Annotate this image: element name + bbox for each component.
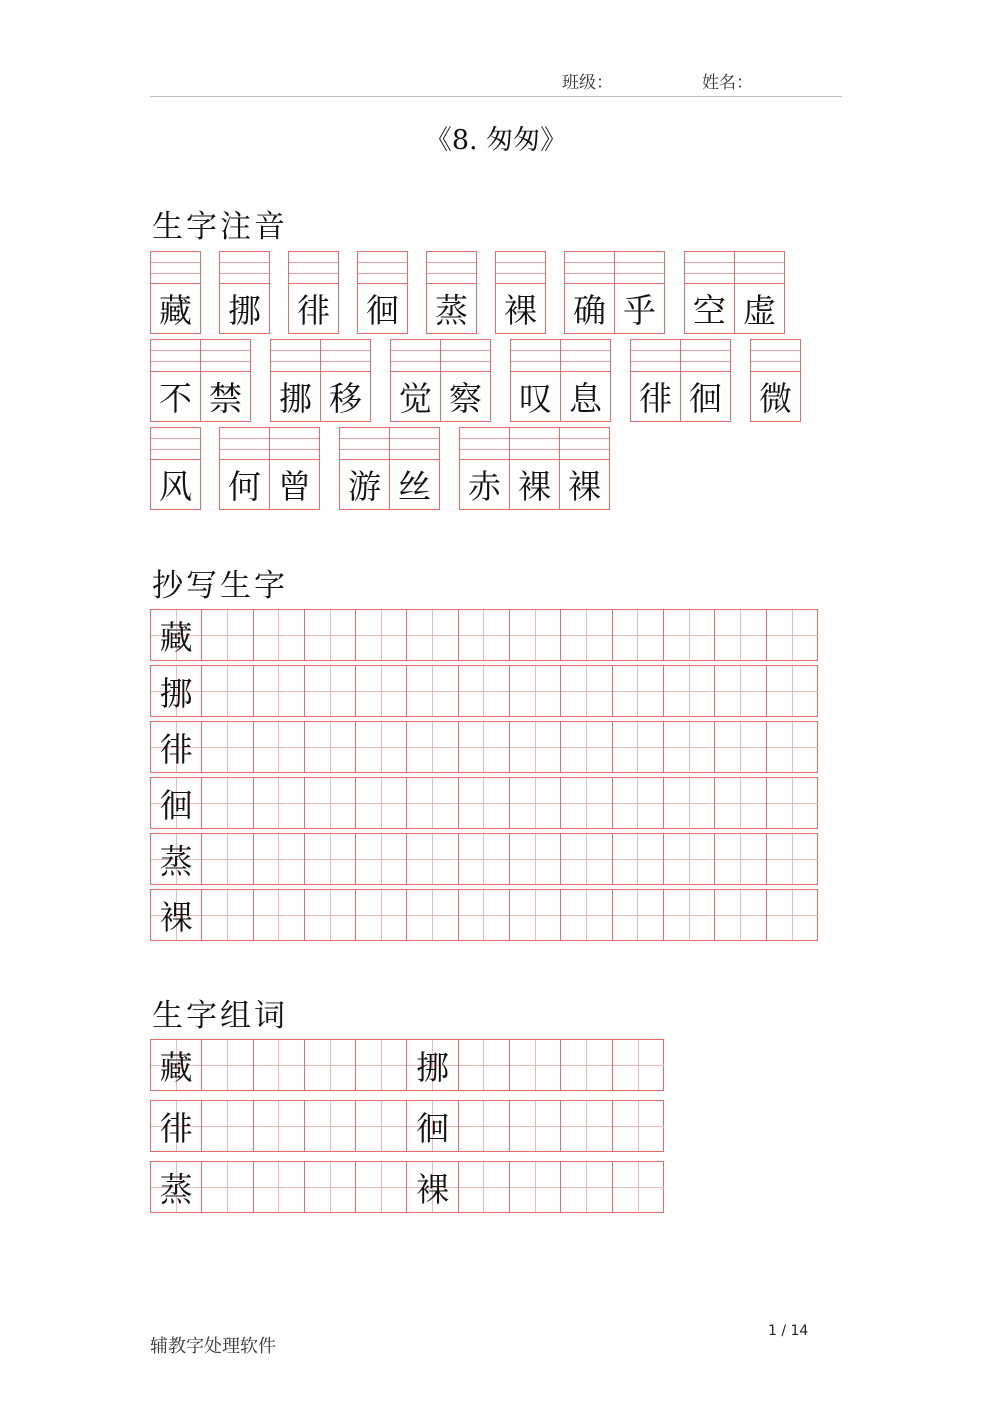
char-box (564, 251, 615, 334)
char-box (200, 339, 251, 422)
pinyin-word (219, 251, 269, 334)
pinyin-lines (340, 428, 389, 460)
practice-cell (356, 778, 407, 828)
pinyin-word (564, 251, 664, 334)
pinyin-lines (681, 340, 730, 372)
practice-cell (254, 1162, 305, 1212)
char-box (219, 427, 270, 510)
hanzi: 移 (329, 379, 362, 418)
char-box (270, 339, 321, 422)
model-char-cell (151, 834, 202, 884)
char-box (339, 427, 390, 510)
pinyin-lines (390, 428, 439, 460)
char-box (150, 427, 201, 510)
practice-cell (356, 1162, 407, 1212)
pinyin-lines (270, 428, 319, 460)
section-title-words: 生字组词 (152, 998, 288, 1034)
practice-cell (561, 1101, 612, 1151)
hanzi: 空 (693, 291, 726, 330)
hanzi: 挪 (416, 1047, 450, 1087)
pinyin-word (357, 251, 407, 334)
hanzi: 游 (348, 467, 381, 506)
hanzi: 虚 (743, 291, 776, 330)
practice-cell (254, 610, 305, 660)
hanzi: 徘 (639, 379, 672, 418)
char-box (509, 427, 560, 510)
model-char-cell (151, 778, 202, 828)
pinyin-lines (441, 340, 490, 372)
char-box (495, 251, 546, 334)
hanzi: 蒸 (159, 841, 193, 881)
pinyin-word (426, 251, 476, 334)
pinyin-lines (631, 340, 680, 372)
hanzi: 何 (228, 467, 261, 506)
char-box (684, 251, 735, 334)
hanzi: 裸 (416, 1169, 450, 1209)
practice-cell (202, 834, 253, 884)
model-char-cell (151, 1101, 202, 1151)
practice-cell (202, 610, 253, 660)
hanzi: 蒸 (435, 291, 468, 330)
practice-cell (561, 834, 612, 884)
practice-cell (254, 666, 305, 716)
char-box (510, 339, 561, 422)
pinyin-lines (151, 340, 200, 372)
copy-row (150, 609, 818, 661)
hanzi: 藏 (159, 291, 192, 330)
char-box (559, 427, 610, 510)
hanzi: 藏 (159, 1047, 193, 1087)
practice-cell (305, 610, 356, 660)
pinyin-lines (561, 340, 610, 372)
section-title-copy: 抄写生字 (152, 568, 288, 604)
hanzi: 藏 (159, 617, 193, 657)
pinyin-word (390, 339, 490, 422)
practice-cell (202, 778, 253, 828)
copy-row (150, 833, 818, 885)
practice-cell (202, 722, 253, 772)
practice-cell (715, 890, 766, 940)
footer-software: 辅教字处理软件 (150, 1336, 276, 1357)
char-box (288, 251, 339, 334)
practice-cell (356, 722, 407, 772)
pinyin-word (288, 251, 338, 334)
pinyin-lines (427, 252, 476, 284)
hanzi: 风 (159, 467, 192, 506)
pinyin-lines (565, 252, 614, 284)
model-char-cell (151, 890, 202, 940)
pinyin-lines (460, 428, 509, 460)
copy-row (150, 665, 818, 717)
hanzi: 徊 (366, 291, 399, 330)
practice-cell (459, 1101, 510, 1151)
practice-cell (510, 890, 561, 940)
practice-cell (767, 666, 818, 716)
practice-cell (407, 890, 458, 940)
practice-cell (459, 722, 510, 772)
section-title-pinyin: 生字注音 (152, 209, 288, 245)
hanzi: 挪 (159, 673, 193, 713)
practice-cell (356, 1040, 407, 1090)
practice-cell (459, 610, 510, 660)
hanzi: 禁 (209, 379, 242, 418)
practice-cell (613, 778, 664, 828)
practice-cell (767, 890, 818, 940)
pinyin-lines (751, 340, 800, 372)
practice-cell (356, 890, 407, 940)
practice-cell (305, 1162, 356, 1212)
practice-cell (664, 778, 715, 828)
model-char-cell (407, 1040, 458, 1090)
practice-cell (254, 1101, 305, 1151)
practice-cell (407, 722, 458, 772)
pinyin-word (510, 339, 610, 422)
pinyin-lines (271, 340, 320, 372)
practice-cell (305, 722, 356, 772)
pinyin-lines (151, 252, 200, 284)
practice-cell (561, 1162, 612, 1212)
char-box (389, 427, 440, 510)
hanzi: 裸 (518, 467, 551, 506)
practice-cell (613, 890, 664, 940)
practice-cell (510, 666, 561, 716)
char-box (440, 339, 491, 422)
hanzi: 察 (449, 379, 482, 418)
hanzi: 裸 (159, 897, 193, 937)
pinyin-lines (391, 340, 440, 372)
practice-cell (510, 1040, 561, 1090)
practice-cell (561, 722, 612, 772)
pinyin-lines (510, 428, 559, 460)
char-box (320, 339, 371, 422)
practice-cell (459, 890, 510, 940)
practice-cell (254, 1040, 305, 1090)
hanzi: 挪 (279, 379, 312, 418)
practice-cell (561, 1040, 612, 1090)
hanzi: 徘 (159, 1108, 193, 1148)
hanzi: 觉 (399, 379, 432, 418)
pinyin-lines (220, 252, 269, 284)
char-box (614, 251, 665, 334)
hanzi: 徘 (297, 291, 330, 330)
model-char-cell (151, 1040, 202, 1090)
practice-cell (510, 1101, 561, 1151)
practice-cell (459, 1162, 510, 1212)
practice-cell (767, 722, 818, 772)
practice-cell (664, 666, 715, 716)
practice-cell (356, 666, 407, 716)
practice-cell (305, 1101, 356, 1151)
practice-cell (254, 778, 305, 828)
hanzi: 乎 (623, 291, 656, 330)
practice-cell (202, 1101, 253, 1151)
practice-cell (305, 834, 356, 884)
char-box (680, 339, 731, 422)
char-box (219, 251, 270, 334)
practice-cell (254, 834, 305, 884)
practice-cell (459, 834, 510, 884)
practice-cell (356, 610, 407, 660)
char-box (630, 339, 681, 422)
practice-cell (202, 666, 253, 716)
pinyin-lines (220, 428, 269, 460)
practice-cell (305, 890, 356, 940)
practice-cell (254, 890, 305, 940)
model-char-cell (151, 666, 202, 716)
practice-cell (613, 666, 664, 716)
word-row (150, 1100, 664, 1152)
practice-cell (254, 722, 305, 772)
practice-cell (407, 834, 458, 884)
char-box (750, 339, 801, 422)
practice-cell (715, 778, 766, 828)
practice-cell (305, 666, 356, 716)
model-char-cell (407, 1101, 458, 1151)
practice-cell (613, 1162, 664, 1212)
model-char-cell (407, 1162, 458, 1212)
practice-cell (305, 778, 356, 828)
copy-row (150, 777, 818, 829)
hanzi: 息 (569, 379, 602, 418)
practice-cell (664, 834, 715, 884)
word-row (150, 1161, 664, 1213)
practice-cell (715, 610, 766, 660)
practice-cell (715, 666, 766, 716)
hanzi: 赤 (468, 467, 501, 506)
pinyin-word (339, 427, 439, 510)
pinyin-lines (151, 428, 200, 460)
hanzi: 微 (759, 379, 792, 418)
char-box (560, 339, 611, 422)
practice-cell (305, 1040, 356, 1090)
practice-cell (715, 834, 766, 884)
pinyin-lines (615, 252, 664, 284)
practice-cell (356, 1101, 407, 1151)
practice-cell (459, 1040, 510, 1090)
practice-cell (561, 890, 612, 940)
practice-cell (613, 834, 664, 884)
practice-cell (459, 778, 510, 828)
page-number: 1 / 14 (768, 1323, 809, 1339)
practice-cell (202, 1040, 253, 1090)
name-label: 姓名： (702, 73, 753, 93)
practice-cell (613, 610, 664, 660)
practice-cell (510, 834, 561, 884)
pinyin-lines (201, 340, 250, 372)
pinyin-lines (735, 252, 784, 284)
practice-cell (664, 890, 715, 940)
pinyin-word (150, 339, 250, 422)
practice-cell (664, 610, 715, 660)
model-char-cell (151, 1162, 202, 1212)
char-box (150, 339, 201, 422)
pinyin-lines (560, 428, 609, 460)
pinyin-word (750, 339, 800, 422)
char-box (150, 251, 201, 334)
practice-cell (715, 722, 766, 772)
practice-cell (767, 834, 818, 884)
practice-cell (510, 778, 561, 828)
header-divider (150, 96, 842, 97)
practice-cell (561, 666, 612, 716)
pinyin-lines (511, 340, 560, 372)
hanzi: 曾 (278, 467, 311, 506)
pinyin-word (270, 339, 370, 422)
pinyin-word (630, 339, 730, 422)
char-box (269, 427, 320, 510)
model-char-cell (151, 722, 202, 772)
pinyin-lines (496, 252, 545, 284)
practice-cell (407, 778, 458, 828)
copy-row (150, 889, 818, 941)
practice-cell (561, 778, 612, 828)
practice-cell (613, 1101, 664, 1151)
pinyin-word (219, 427, 319, 510)
hanzi: 不 (159, 379, 192, 418)
hanzi: 徘 (159, 729, 193, 769)
char-box (357, 251, 408, 334)
hanzi: 徊 (159, 785, 193, 825)
char-box (390, 339, 441, 422)
practice-cell (356, 834, 407, 884)
practice-cell (510, 1162, 561, 1212)
char-box (459, 427, 510, 510)
pinyin-lines (289, 252, 338, 284)
practice-cell (510, 722, 561, 772)
hanzi: 确 (573, 291, 606, 330)
practice-cell (664, 722, 715, 772)
page-title: 《8. 匆匆》 (424, 125, 568, 156)
hanzi: 裸 (504, 291, 537, 330)
copy-row (150, 721, 818, 773)
hanzi: 徊 (416, 1108, 450, 1148)
hanzi: 裸 (568, 467, 601, 506)
hanzi: 徊 (689, 379, 722, 418)
char-box (426, 251, 477, 334)
hanzi: 蒸 (159, 1169, 193, 1209)
hanzi: 挪 (228, 291, 261, 330)
pinyin-word (495, 251, 545, 334)
pinyin-word (150, 251, 200, 334)
hanzi: 丝 (398, 467, 431, 506)
practice-cell (613, 1040, 664, 1090)
class-label: 班级： (562, 73, 613, 93)
pinyin-word (684, 251, 784, 334)
practice-cell (407, 610, 458, 660)
hanzi: 叹 (519, 379, 552, 418)
practice-cell (767, 778, 818, 828)
practice-cell (561, 610, 612, 660)
pinyin-word (459, 427, 609, 510)
practice-cell (202, 890, 253, 940)
pinyin-lines (685, 252, 734, 284)
practice-cell (202, 1162, 253, 1212)
pinyin-lines (321, 340, 370, 372)
practice-cell (767, 610, 818, 660)
practice-cell (613, 722, 664, 772)
word-row (150, 1039, 664, 1091)
char-box (734, 251, 785, 334)
pinyin-lines (358, 252, 407, 284)
practice-cell (510, 610, 561, 660)
model-char-cell (151, 610, 202, 660)
practice-cell (407, 666, 458, 716)
practice-cell (459, 666, 510, 716)
pinyin-word (150, 427, 200, 510)
